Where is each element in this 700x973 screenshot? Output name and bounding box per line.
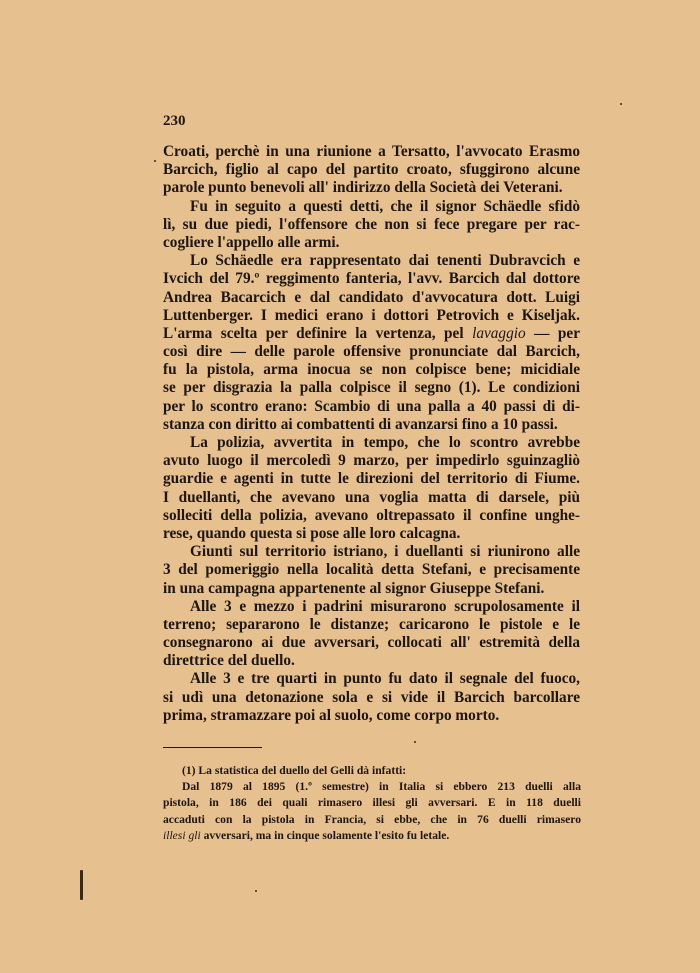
scan-mark — [80, 870, 83, 900]
text-line: terreno; separarono le distanze; caricarono le pistole e le — [163, 615, 580, 633]
italic-text: lavaggio — [472, 324, 526, 342]
text-line: fu la pistola, arma inocua se non colpisce bene; micidiale — [163, 361, 580, 379]
text-line: direttrice del duello. — [163, 652, 295, 670]
footnote-line: accaduti con la pistola in Francia, si ebbe, che in 76 duelli rimasero — [163, 812, 581, 826]
text-line: lì, su due piedi, l'offensore che non si fece pregare per rac- — [163, 215, 580, 233]
footnote-line: pistola, in 186 dei quali rimasero illesi gli avversari. E in 118 duelli — [163, 796, 581, 810]
scan-speck — [414, 741, 416, 743]
text-line: rese, quando questa si pose alle loro calcagna. — [163, 524, 461, 542]
text-line: avuto luogo il mercoledì 9 marzo, per impedirlo sguinzagliò — [163, 452, 580, 470]
text-line: guardie e agenti in tutte le direzioni del territorio di Fiume. — [163, 470, 580, 488]
text-line: Alle 3 e mezzo i padrini misurarono scrupolosamente il — [190, 597, 580, 615]
text-line: Luttenberger. I medici erano i dottori Petrovich e Kiseljak. — [163, 306, 580, 324]
footnote-divider — [163, 747, 262, 748]
text-line: Lo Schäedle era rappresentato dai tenenti Dubravcich e — [190, 252, 580, 270]
text-line: così dire — delle parole offensive pronunciate dal Barcich, — [163, 343, 580, 361]
text-line: Fu in seguito a questi detti, che il signor Schäedle sfidò — [190, 197, 580, 215]
footnote-line — [163, 828, 581, 844]
scan-speck — [255, 890, 257, 892]
text-line: 3 del pomeriggio nella località detta Stefani, e precisamente — [163, 561, 580, 579]
body-text — [163, 143, 580, 725]
footnote-line: (1) La statistica del duello del Gelli dà infatti: — [182, 764, 407, 777]
text-line: prima, stramazzare poi al suolo, come corpo morto. — [163, 706, 500, 724]
text-line: I duellanti, che avevano una voglia matta di darsele, più — [163, 488, 580, 506]
text-segment: L'arma scelta per definire la vertenza, pel — [163, 324, 473, 342]
text-line: Ivcich del 79.º reggimento fanteria, l'avv. Barcich dal dottore — [163, 270, 580, 288]
text-line: La polizia, avvertita in tempo, che lo scontro avrebbe — [190, 434, 580, 451]
text-line: parole punto benevoli all' indirizzo della Società dei Veterani. — [163, 179, 563, 197]
text-line: Croati, perchè in una riunione a Tersatto, l'avvocato Erasmo — [163, 143, 580, 160]
text-line: in una campagna appartenente al signor Giuseppe Stefani. — [163, 579, 545, 597]
page-number: 230 — [163, 113, 186, 129]
text-segment: — per — [525, 324, 580, 342]
text-line: si udì una detonazione sola e si vide il Barcich barcollare — [163, 688, 580, 706]
text-line: cogliere l'appello alle armi. — [163, 233, 340, 251]
footnote-line: Dal 1879 al 1895 (1.º semestre) in Italia si ebbero 213 duelli alla — [182, 780, 581, 794]
scan-speck — [154, 160, 156, 162]
scan-speck — [620, 103, 622, 105]
text-line: consegnarono ai due avversari, collocati all' estremità della — [163, 634, 580, 652]
text-line: solleciti della polizia, avevano oltrepassato il confine unghe- — [163, 506, 580, 524]
text-line: per lo scontro erano: Scambio di una palla a 40 passi di di- — [163, 397, 580, 415]
italic-text: illesi gli — [163, 828, 201, 842]
text-line: Barcich, figlio al capo del partito croato, sfuggirono alcune — [163, 161, 580, 179]
text-line — [163, 325, 580, 343]
text-line: se per disgrazia la palla colpisce il segno (1). Le condizioni — [163, 379, 580, 397]
text-line: Alle 3 e tre quarti in punto fu dato il segnale del fuoco, — [190, 670, 580, 688]
footnote — [163, 763, 581, 844]
text-line: stanza con diritto ai combattenti di avanzarsi fino a 10 passi. — [163, 415, 558, 433]
text-line: Andrea Bacarcich e dal candidato d'avvocatura dott. Luigi — [163, 288, 580, 306]
text-segment: avversari, ma in cinque solamente l'esito fu letale. — [200, 828, 450, 842]
text-line: Giunti sul territorio istriano, i duellanti si riunirono alle — [190, 543, 580, 561]
